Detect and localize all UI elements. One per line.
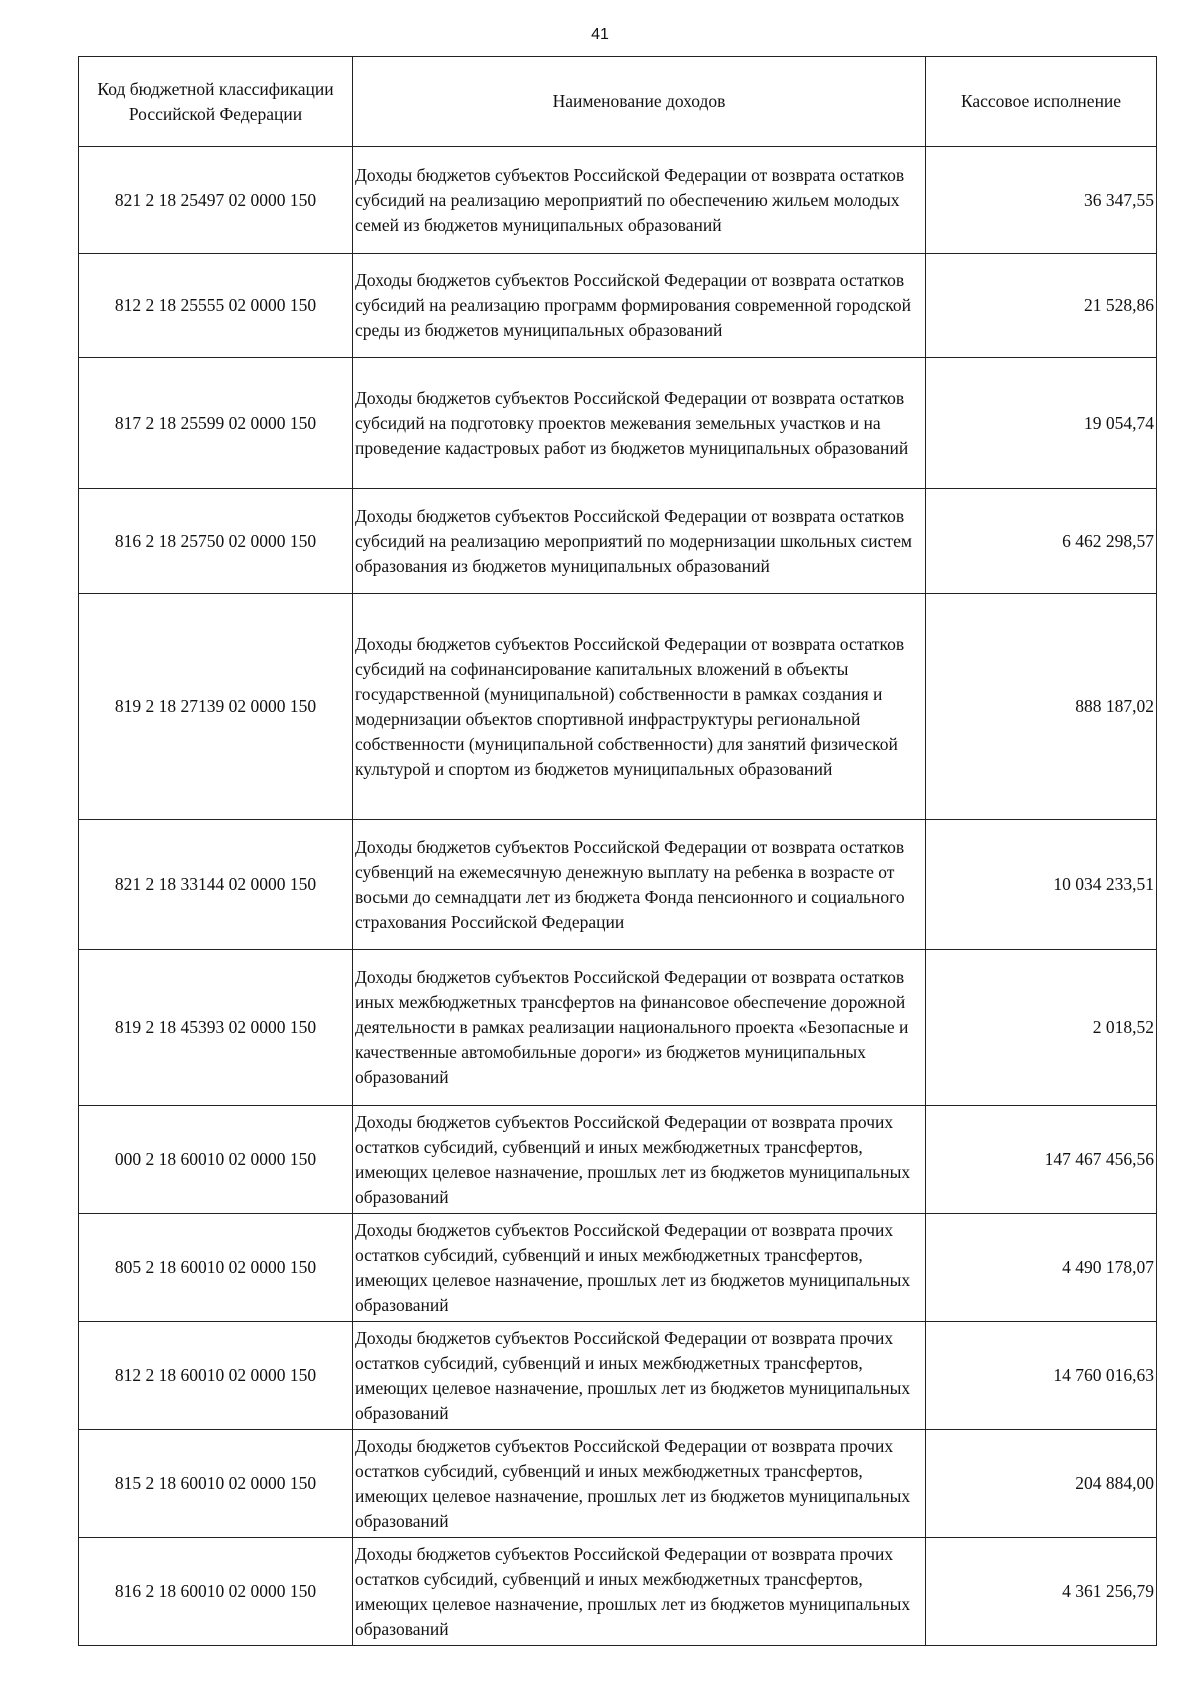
- amount-cell: 888 187,02: [926, 594, 1157, 820]
- amount-cell: 147 467 456,56: [926, 1106, 1157, 1214]
- code-cell: 812 2 18 25555 02 0000 150: [79, 254, 353, 358]
- table-row: [79, 820, 1157, 950]
- amount-cell: 14 760 016,63: [926, 1322, 1157, 1430]
- code-cell: 816 2 18 60010 02 0000 150: [79, 1538, 353, 1646]
- code-cell: 819 2 18 45393 02 0000 150: [79, 950, 353, 1106]
- header-code: Код бюджетной классификации Российской Федерации: [79, 57, 353, 147]
- table-row: [79, 1106, 1157, 1214]
- header-name: Наименование доходов: [353, 57, 926, 147]
- table-row: [79, 147, 1157, 254]
- amount-cell: 4 361 256,79: [926, 1538, 1157, 1646]
- table-row: [79, 594, 1157, 820]
- name-cell: Доходы бюджетов субъектов Российской Федерации от возврата прочих остатков субсидий, субвенций и иных межбюджетных трансфертов, имеющих целевое назначение, прошлых лет из бюджетов муниципальных образований: [353, 1430, 926, 1538]
- table-row: [79, 1214, 1157, 1322]
- code-cell: 000 2 18 60010 02 0000 150: [79, 1106, 353, 1214]
- table-row: [79, 1538, 1157, 1646]
- code-cell: 821 2 18 25497 02 0000 150: [79, 147, 353, 254]
- amount-cell: 10 034 233,51: [926, 820, 1157, 950]
- table-row: [79, 1430, 1157, 1538]
- amount-cell: 204 884,00: [926, 1430, 1157, 1538]
- code-cell: 815 2 18 60010 02 0000 150: [79, 1430, 353, 1538]
- name-cell: Доходы бюджетов субъектов Российской Федерации от возврата прочих остатков субсидий, субвенций и иных межбюджетных трансфертов, имеющих целевое назначение, прошлых лет из бюджетов муниципальных образований: [353, 1322, 926, 1430]
- code-cell: 812 2 18 60010 02 0000 150: [79, 1322, 353, 1430]
- table-row: [79, 489, 1157, 594]
- amount-cell: 4 490 178,07: [926, 1214, 1157, 1322]
- name-cell: Доходы бюджетов субъектов Российской Федерации от возврата остатков субсидий на реализацию мероприятий по модернизации школьных систем образования из бюджетов муниципальных образований: [353, 489, 926, 594]
- name-cell: Доходы бюджетов субъектов Российской Федерации от возврата прочих остатков субсидий, субвенций и иных межбюджетных трансфертов, имеющих целевое назначение, прошлых лет из бюджетов муниципальных образований: [353, 1214, 926, 1322]
- table-row: [79, 254, 1157, 358]
- name-cell: Доходы бюджетов субъектов Российской Федерации от возврата остатков субсидий на реализацию мероприятий по обеспечению жильем молодых семей из бюджетов муниципальных образований: [353, 147, 926, 254]
- amount-cell: 19 054,74: [926, 358, 1157, 489]
- name-cell: Доходы бюджетов субъектов Российской Федерации от возврата прочих остатков субсидий, субвенций и иных межбюджетных трансфертов, имеющих целевое назначение, прошлых лет из бюджетов муниципальных образований: [353, 1538, 926, 1646]
- code-cell: 805 2 18 60010 02 0000 150: [79, 1214, 353, 1322]
- table-header-row: [79, 57, 1157, 147]
- name-cell: Доходы бюджетов субъектов Российской Федерации от возврата остатков субсидий на софинансирование капитальных вложений в объекты государственной (муниципальной) собственности в рамках создания и модернизации объектов спортивной инфраструктуры региональной собственности (муниципальной собственности) для занятий физической культурой и спортом из бюджетов муниципальных образований: [353, 594, 926, 820]
- name-cell: Доходы бюджетов субъектов Российской Федерации от возврата остатков субсидий на подготовку проектов межевания земельных участков и на проведение кадастровых работ из бюджетов муниципальных образований: [353, 358, 926, 489]
- table-row: [79, 358, 1157, 489]
- name-cell: Доходы бюджетов субъектов Российской Федерации от возврата остатков субвенций на ежемесячную денежную выплату на ребенка в возрасте от восьми до семнадцати лет из бюджета Фонда пенсионного и социального страхования Российской Федерации: [353, 820, 926, 950]
- amount-cell: 36 347,55: [926, 147, 1157, 254]
- code-cell: 816 2 18 25750 02 0000 150: [79, 489, 353, 594]
- code-cell: 819 2 18 27139 02 0000 150: [79, 594, 353, 820]
- name-cell: Доходы бюджетов субъектов Российской Федерации от возврата прочих остатков субсидий, субвенций и иных межбюджетных трансфертов, имеющих целевое назначение, прошлых лет из бюджетов муниципальных образований: [353, 1106, 926, 1214]
- name-cell: Доходы бюджетов субъектов Российской Федерации от возврата остатков субсидий на реализацию программ формирования современной городской среды из бюджетов муниципальных образований: [353, 254, 926, 358]
- table-row: [79, 1322, 1157, 1430]
- amount-cell: 6 462 298,57: [926, 489, 1157, 594]
- income-table: [78, 56, 1157, 1646]
- page-number: 41: [591, 26, 609, 43]
- amount-cell: 2 018,52: [926, 950, 1157, 1106]
- code-cell: 821 2 18 33144 02 0000 150: [79, 820, 353, 950]
- header-amount: Кассовое исполнение: [926, 57, 1157, 147]
- name-cell: Доходы бюджетов субъектов Российской Федерации от возврата остатков иных межбюджетных трансфертов на финансовое обеспечение дорожной деятельности в рамках реализации национального проекта «Безопасные и качественные автомобильные дороги» из бюджетов муниципальных образований: [353, 950, 926, 1106]
- amount-cell: 21 528,86: [926, 254, 1157, 358]
- code-cell: 817 2 18 25599 02 0000 150: [79, 358, 353, 489]
- table-row: [79, 950, 1157, 1106]
